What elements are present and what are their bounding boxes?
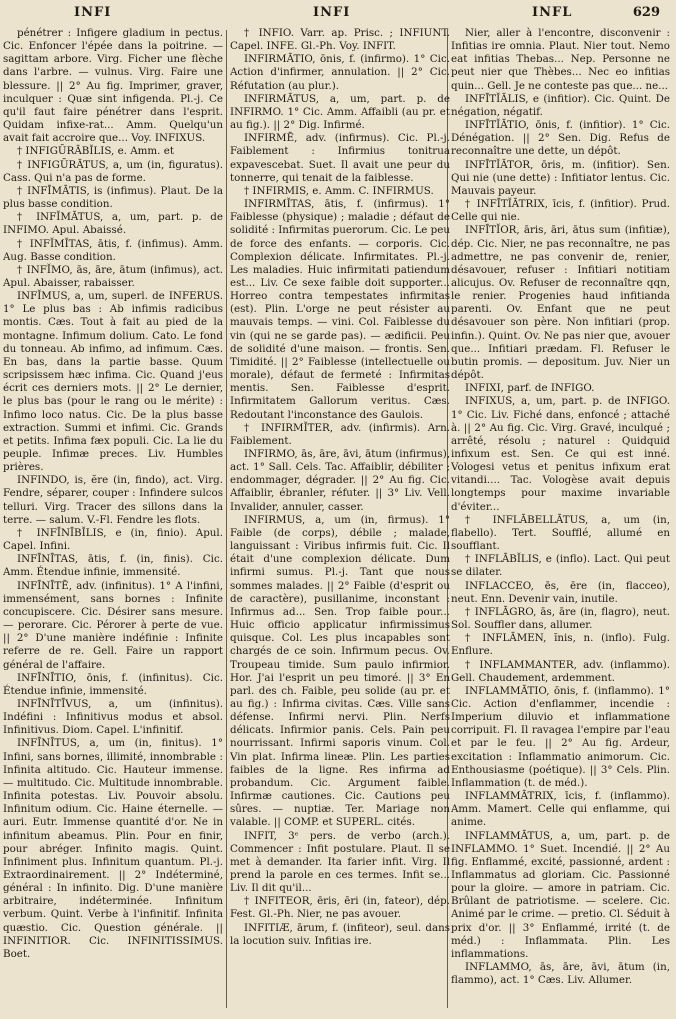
- dictionary-entry: INFĪTĬĀTIO, ōnis, f. (infitior). 1° Cic. Dénégation. || 2° Sen. Dig. Refus de reconnaître une dette, un dépôt.: [451, 119, 670, 158]
- dictionary-entry: INFĪNĪTAS, ātis, f. (in, finis). Cic. Amm. Étendue infinie, immensité.: [3, 553, 223, 579]
- dictionary-entry: INFIRMUS, a, um (in, firmus). 1° Faible (de corps), débile ; malade, languissant : Viribus infirmis fuit. Cic. Il était d'une complexion délicate. Dum infirmi sumus. Pl.-j. Tant que nous sommes malades. || 2° Faible (d'esprit ou de caractère), pusillanime, inconstant : Infirmus ad... Sen. Trop faible pour... Huic officio applicatur infirmissimus quisque. Col. Les plus incapables sont chargés de ce soin. Infirmum pecus. Ov. Troupeau timide. Sum paulo infirmior. Hor. J'ai l'esprit un peu timoré. || 3° En parl. des ch. Faible, peu solide (au pr. et au fig.) : Infirma civitas. Cæs. Ville sans défense. Infirmi nervi. Plin. Nerfs délicats. Infirmior panis. Cels. Pain peu nourrissant. Infirmi saporis vinum. Col. Vin plat. Infirma lineæ. Plin. Les parties faibles de la ligne. Res infirma ad probandum. Cic. Argument faible. Infirmæ cautiones. Cic. Cautions peu sûres. — nuptiæ. Ter. Mariage non valable. || COMP. et SUPERL. cités.: [230, 513, 450, 829]
- dictionary-entry: INFINDO, is, ĕre (in, findo), act. Virg. Fendre, séparer, couper : Infindere sulcos telluri. Virg. Tracer des sillons dans la terre. — salum. V.-Fl. Fendre les flots.: [3, 474, 223, 526]
- dictionary-entry: † INFLĀBELLĀTUS, a, um (in, flabello). Tert. Soufflé, allumé en soufflant.: [451, 513, 670, 553]
- page-header: [0, 0, 676, 26]
- dictionary-entry: INFLAMMO, ās, āre, āvi, ātum (in, flammo), act. 1° Cæs. Liv. Allumer.: [451, 961, 670, 987]
- running-head-left: INFI: [74, 5, 112, 20]
- dictionary-entry: † INFITEOR, ēris, ēri (in, fateor), dép. Fest. Gl.-Ph. Nier, ne pas avouer.: [230, 895, 450, 921]
- dictionary-entry: INFLACCEO, ēs, ēre (in, flacceo), neut. Enn. Devenir vain, inutile.: [451, 579, 670, 605]
- dictionary-entry: † INFĪMĀTIS, is (infimus). Plaut. De la plus basse condition.: [3, 184, 223, 211]
- dictionary-column-left: [3, 27, 223, 1011]
- dictionary-entry: INFĪNĪTIO, ōnis, f. (infinitus). Cic. Étendue infinie, immensité.: [3, 671, 223, 697]
- dictionary-entry: INFIRMĬTAS, ātis, f. (infirmus). 1° Faiblesse (physique) ; maladie ; défaut de solidité : Infirmitas puerorum. Cic. Le peu de force des enfants. — corporis. Cic. Complexion délicate. Infirmitates. Pl.-j. Les maladies. Huic infirmitati patiendum est... Liv. Ce sexe faible doit supporter... Horreo contra tempestates infirmitas (est). Plin. L'orge ne peut résister au mauvais temps. — vini. Col. Faiblesse du vin (qui ne se garde pas). — ædificii. Peu de solidité d'une maison. — frontis. Sen. Timidité. || 2° Faiblesse (intellectuelle ou morale), défaut de fermeté : Infirmitas mentis. Sen. Faiblesse d'esprit. Infirmitatem Gallorum veritus. Cæs. Redoutant l'inconstance des Gaulois.: [230, 198, 450, 421]
- column-rule: [226, 30, 227, 1008]
- dictionary-entry: INFIRMO, ās, āre, āvi, ātum (infirmus), act. 1° Sall. Cels. Tac. Affaiblir, débiliter ; endommager, dégrader. || 2° Au fig. Cic. Affaiblir, ébranler, réfuter. || 3° Liv. Vell. Invalider, annuler, casser.: [230, 448, 450, 513]
- dictionary-entry: INFIRMĒ, adv. (infirmus). Cic. Pl.-j. Faiblement : Infirmius tonitrua expavescebat. Suet. Il avait une peur du tonnerre, qui tenait de la faiblesse.: [230, 132, 450, 184]
- page-number: 629: [632, 5, 660, 20]
- dictionary-entry: † INFĬMĬTAS, ātis, f. (infimus). Amm. Aug. Basse condition.: [3, 237, 223, 263]
- dictionary-entry: † INFLĀMEN, ĭnis, n. (inflo). Fulg. Enflure.: [451, 632, 670, 658]
- running-head-center: INFI: [313, 5, 351, 20]
- dictionary-entry: † INFLĀGRO, ās, āre (in, flagro), neut. Sol. Souffler dans, allumer.: [451, 605, 670, 632]
- dictionary-entry: † INFIRMIS, e. Amm. C. INFIRMUS.: [244, 184, 434, 197]
- dictionary-entry: INFIRMĀTIO, ōnis, f. (infirmo). 1° Cic. Action d'infirmer, annulation. || 2° Cic. Réfutation (au plur.).: [230, 53, 450, 92]
- dictionary-entry: † INFĪTĬĀTRIX, īcis, f. (infitior). Prud. Celle qui nie.: [451, 198, 670, 224]
- dictionary-entry: INFIRMĀTUS, a, um, part. p. de INFIRMO. 1° Cic. Amm. Affaibli (au pr. et au fig.). || 2° Dig. Infirmé.: [230, 92, 450, 132]
- dictionary-column-middle: [230, 27, 450, 1011]
- dictionary-column-right: [451, 27, 670, 1011]
- dictionary-entry: † INFIRMĬTER, adv. (infirmis). Arn. Faiblement.: [230, 421, 450, 447]
- dictionary-entry: INFIT, 3ᵉ pers. de verbo (arch.). Commencer : Infit postulare. Plaut. Il se met à demander. Ita farier infit. Virg. Il prend la parole en ces termes. Infit se... Liv. Il dit qu'il...: [230, 829, 450, 895]
- dictionary-entry: INFĪNĪTUS, a, um (in, finitus). 1° Infini, sans bornes, illimité, innombrable : Infinita altitudo. Cic. Hauteur immense. — multitudo. Cic. Multitude innombrable. Infinita potestas. Liv. Pouvoir absolu. Infinitum odium. Cic. Haine éternelle. — auri. Eutr. Immense quantité d'or. Ne in infinitum abeamus. Plin. Pour en finir, pour abréger. Infinito magis. Quint. Infiniment plus. Infinitum quantum. Pl.-j. Extraordinairement. || 2° Indéterminé, général : In infinito. Dig. D'une manière arbitraire, indéterminée. Infinitum verbum. Quint. Verbe à l'infinitif. Infinita quæstio. Cic. Question générale. || INFINITIOR. Cic. INFINITISSIMUS. Boet.: [3, 737, 223, 960]
- dictionary-entry: † INFIGŪRĀTUS, a, um (in, figuratus). Cass. Qui n'a pas de forme.: [3, 158, 223, 184]
- dictionary-entry: † INFĬMO, ās, āre, ātum (infimus), act. Apul. Abaisser, rabaisser.: [3, 263, 223, 289]
- dictionary-entry: pénétrer : Infigere gladium in pectus. Cic. Enfoncer l'épée dans la poitrine. — sagittam arbore. Virg. Ficher une flèche dans l'arbre. — vulnus. Virg. Faire une blessure. || 2° Au fig. Imprimer, graver, inculquer : Quæ sint infigenda. Pl.-j. Ce qu'il faut faire pénétrer dans l'esprit. Quidam infixe-rat... Amm. Quelqu'un avait fait accroire que... Voy. INFIXUS.: [3, 27, 223, 145]
- dictionary-entry: INFĪTĬĀTOR, ōris, m. (infitior). Sen. Qui nie (une dette) : Infitiator lentus. Cic. Mauvais payeur.: [451, 158, 670, 197]
- dictionary-entry: INFĪNĪTĒ, adv. (infinitus). 1° A l'infini, immensément, sans bornes : Infinite concupiscere. Cic. Désirer sans mesure. — perorare. Cic. Pérorer à perte de vue. || 2° D'une manière indéfinie : Infinite referre de re. Gell. Faire un rapport général de l'affaire.: [3, 579, 223, 671]
- dictionary-entry: † INFLĀBĬLIS, e (inflo). Lact. Qui peut se dilater.: [451, 553, 670, 579]
- dictionary-entry: INFĪTĬOR, āris, āri, ātus sum (infitiæ), dép. Cic. Nier, ne pas reconnaître, ne pas admettre, ne pas convenir de, renier, désavouer, refuser : Infitiari notitiam alicujus. Ov. Refuser de reconnaître qqn, le renier. Progenies haud infitianda parenti. Ov. Enfant que ne peut désavouer son père. Non infitiari (prop. infin.). Quint. Ov. Ne pas nier que, avouer que... Infitiari prædam. Fl. Refuser le butin promis. — depositum. Juv. Nier un dépôt.: [451, 224, 670, 382]
- running-head-right: INFL: [532, 5, 573, 20]
- dictionary-entry: INFIXI, parf. de INFIGO.: [465, 382, 595, 395]
- dictionary-entry: INFLAMMĀTIO, ōnis, f. (inflammo). 1° Cic. Action d'enflammer, incendie : Imperium diluvio et inflammatione corripuit. Fl. Il ravagea l'empire par l'eau et par le feu. || 2° Au fig. Ardeur, excitation : Inflammatio animorum. Cic. Enthousiasme (poétique). || 3° Cels. Plin. Inflammation (t. de méd.).: [451, 684, 670, 789]
- dictionary-entry: † INFIO. Varr. ap. Prisc. ; INFIUNT. Capel. INFE. Gl.-Ph. Voy. INFIT.: [230, 27, 450, 53]
- dictionary-entry: † INFĬMĀTUS, a, um, part. p. de INFIMO. Apul. Abaissé.: [3, 211, 223, 237]
- dictionary-entry: INFLAMMĀTUS, a, um, part. p. de INFLAMMO. 1° Suet. Incendié. || 2° Au fig. Enflammé, excité, passionné, ardent : Inflammatus ad gloriam. Cic. Passionné pour la gloire. — amore in patriam. Cic. Brûlant de patriotisme. — scelere. Cic. Animé par le crime. — pretio. Cl. Séduit à prix d'or. || 3° Enflammé, irrité (t. de méd.) : Inflammata. Plin. Les inflammations.: [451, 829, 670, 960]
- dictionary-entry: INFĪTĬĀLIS, e (infitior). Cic. Quint. De négation, négatif.: [451, 92, 670, 118]
- dictionary-entry: INFITIÆ, ārum, f. (infiteor), seul. dans la locution suiv. Infitias ire.: [230, 921, 450, 947]
- dictionary-entry: INFLAMMĀTRIX, īcis, f. (inflammo). Amm. Mamert. Celle qui enflamme, qui anime.: [451, 790, 670, 829]
- dictionary-entry: INFĬMUS, a, um, superl. de INFERUS. 1° Le plus bas : Ab infimis radicibus montis. Cæs. Tout à fait au pied de la montagne. Infimum dolium. Cato. Le fond du tonneau. Ab infimo, ad infimum. Cæs. En bas, dans la partie basse. Quum scripsissem hæc infima. Cic. Quand j'eus écrit ces derniers mots. || 2° Le dernier, le plus bas (pour le rang ou le mérite) : Infimo loco natus. Cic. De la plus basse extraction. Summi et infimi. Cic. Grands et petits. Infima fæx populi. Cic. La lie du peuple. Infimæ preces. Liv. Humbles prières.: [3, 290, 223, 474]
- dictionary-entry: INFIXUS, a, um, part. p. de INFIGO. 1° Cic. Liv. Fiché dans, enfoncé ; attaché à. || 2° Au fig. Cic. Virg. Gravé, inculqué ; arrêté, résolu ; naturel : Quidquid infixum est. Sen. Ce qui est inné. Vologesi vetus et penitus infixum erat vitandi.... Tac. Vologèse avait depuis longtemps pour maxime invariable d'éviter...: [451, 395, 670, 513]
- dictionary-entry: † INFLAMMANTER, adv. (inflammo). Gell. Chaudement, ardemment.: [451, 658, 670, 684]
- dictionary-entry: † INFIGŪRĀBĬLIS, e. Amm. et: [17, 145, 174, 158]
- dictionary-entry: † INFĪNĪBĬLIS, e (in, finio). Apul. Capel. Infini.: [3, 526, 223, 553]
- dictionary-entry: Nier, aller à l'encontre, disconvenir : Infitias ire omnia. Plaut. Nier tout. Nemo eat infitias Thebas... Nep. Personne ne peut nier que Thèbes... Nec eo infitias quin... Gell. Je ne conteste pas que... ne...: [451, 27, 670, 92]
- dictionary-entry: INFĪNĪTĪVUS, a, um (infinitus). Indéfini : Infinitivus modus et absol. Infinitivus. Diom. Capel. L'infinitif.: [3, 697, 223, 737]
